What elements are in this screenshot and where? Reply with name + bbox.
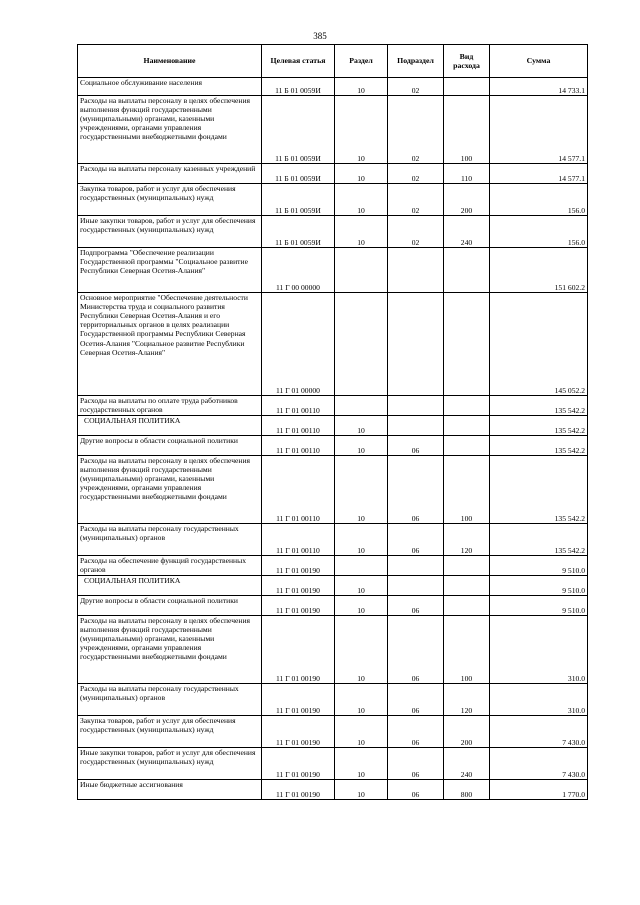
table-row xyxy=(78,293,588,396)
cell-amount: 135 542.2 xyxy=(490,396,588,416)
cell-subsection: 06 xyxy=(388,716,444,748)
table-row xyxy=(78,78,588,96)
cell-target: 11 Г 01 00190 xyxy=(262,716,335,748)
cell-expense-type: 120 xyxy=(444,684,490,716)
cell-section: 10 xyxy=(335,780,388,800)
header-section: Раздел xyxy=(335,45,388,78)
cell-section: 10 xyxy=(335,416,388,436)
header-subsection: Подраздел xyxy=(388,45,444,78)
cell-section: 10 xyxy=(335,436,388,456)
cell-section: 10 xyxy=(335,164,388,184)
cell-expense-type xyxy=(444,556,490,576)
cell-name: Иные закупки товаров, работ и услуг для обеспечения государственных (муниципальных) нужд xyxy=(78,748,262,780)
cell-section: 10 xyxy=(335,456,388,524)
cell-expense-type: 100 xyxy=(444,456,490,524)
cell-section: 10 xyxy=(335,716,388,748)
cell-name: СОЦИАЛЬНАЯ ПОЛИТИКА xyxy=(78,416,262,436)
cell-amount: 156.0 xyxy=(490,184,588,216)
cell-amount: 7 430.0 xyxy=(490,748,588,780)
table-row xyxy=(78,96,588,164)
table-header-row xyxy=(78,45,588,78)
table-row xyxy=(78,436,588,456)
cell-name: Подпрограмма "Обеспечение реализации Государственной программы "Социальное развитие Республики Северная Осетия-Алания" xyxy=(78,248,262,293)
cell-target: 11 Г 01 00190 xyxy=(262,556,335,576)
cell-amount: 7 430.0 xyxy=(490,716,588,748)
cell-subsection: 02 xyxy=(388,164,444,184)
cell-amount: 156.0 xyxy=(490,216,588,248)
cell-subsection xyxy=(388,576,444,596)
cell-expense-type xyxy=(444,78,490,96)
cell-amount: 14 577.1 xyxy=(490,164,588,184)
header-name: Наименование xyxy=(78,45,262,78)
cell-subsection xyxy=(388,293,444,396)
cell-expense-type xyxy=(444,396,490,416)
cell-target: 11 Г 01 00110 xyxy=(262,416,335,436)
table-row xyxy=(78,416,588,436)
cell-amount: 14 577.1 xyxy=(490,96,588,164)
cell-amount: 9 510.0 xyxy=(490,576,588,596)
cell-section: 10 xyxy=(335,576,388,596)
cell-amount: 135 542.2 xyxy=(490,416,588,436)
cell-section: 10 xyxy=(335,616,388,684)
cell-name: Закупка товаров, работ и услуг для обеспечения государственных (муниципальных) нужд xyxy=(78,184,262,216)
table-row xyxy=(78,748,588,780)
cell-name: Другие вопросы в области социальной политики xyxy=(78,436,262,456)
cell-subsection: 06 xyxy=(388,456,444,524)
cell-subsection: 06 xyxy=(388,436,444,456)
cell-section: 10 xyxy=(335,684,388,716)
cell-target: 11 Б 01 0059И xyxy=(262,78,335,96)
table-row xyxy=(78,164,588,184)
table-row xyxy=(78,596,588,616)
cell-subsection: 02 xyxy=(388,184,444,216)
cell-subsection: 02 xyxy=(388,96,444,164)
cell-expense-type: 100 xyxy=(444,96,490,164)
cell-subsection: 02 xyxy=(388,78,444,96)
cell-expense-type: 120 xyxy=(444,524,490,556)
cell-section: 10 xyxy=(335,524,388,556)
cell-expense-type xyxy=(444,576,490,596)
cell-target: 11 Б 01 0059И xyxy=(262,184,335,216)
cell-subsection xyxy=(388,556,444,576)
table-row xyxy=(78,780,588,800)
cell-name: Расходы на выплаты персоналу в целях обеспечения выполнения функций государственными (муниципальными) органами, казенными учреждениями, органами управления государственными внебюджетными фондами xyxy=(78,616,262,684)
table-row xyxy=(78,716,588,748)
table-row xyxy=(78,524,588,556)
cell-name: Социальное обслуживание населения xyxy=(78,78,262,96)
cell-target: 11 Г 01 00190 xyxy=(262,576,335,596)
cell-subsection xyxy=(388,396,444,416)
cell-section xyxy=(335,293,388,396)
cell-name: Закупка товаров, работ и услуг для обеспечения государственных (муниципальных) нужд xyxy=(78,716,262,748)
cell-amount: 135 542.2 xyxy=(490,456,588,524)
table-row xyxy=(78,216,588,248)
cell-expense-type xyxy=(444,293,490,396)
table-row xyxy=(78,248,588,293)
cell-subsection xyxy=(388,248,444,293)
cell-target: 11 Г 01 00110 xyxy=(262,456,335,524)
table-row xyxy=(78,456,588,524)
table-row xyxy=(78,396,588,416)
cell-section: 10 xyxy=(335,96,388,164)
cell-section: 10 xyxy=(335,78,388,96)
cell-target: 11 Г 01 00110 xyxy=(262,524,335,556)
cell-target: 11 Б 01 0059И xyxy=(262,216,335,248)
cell-subsection: 02 xyxy=(388,216,444,248)
header-expense-type: Вид расхода xyxy=(444,45,490,78)
cell-expense-type: 240 xyxy=(444,748,490,780)
cell-target: 11 Б 01 0059И xyxy=(262,164,335,184)
cell-section: 10 xyxy=(335,596,388,616)
cell-expense-type: 200 xyxy=(444,184,490,216)
cell-name: Иные закупки товаров, работ и услуг для обеспечения государственных (муниципальных) нужд xyxy=(78,216,262,248)
cell-name: Расходы на выплаты персоналу в целях обеспечения выполнения функций государственными (муниципальными) органами, казенными учреждениями, органами управления государственными внебюджетными фондами xyxy=(78,96,262,164)
cell-expense-type: 110 xyxy=(444,164,490,184)
cell-section xyxy=(335,248,388,293)
cell-target: 11 Г 01 00190 xyxy=(262,596,335,616)
cell-target: 11 Г 01 00110 xyxy=(262,396,335,416)
cell-name: СОЦИАЛЬНАЯ ПОЛИТИКА xyxy=(78,576,262,596)
cell-target: 11 Г 00 00000 xyxy=(262,248,335,293)
cell-subsection: 06 xyxy=(388,524,444,556)
cell-subsection: 06 xyxy=(388,616,444,684)
table-row xyxy=(78,684,588,716)
cell-section: 10 xyxy=(335,184,388,216)
cell-name: Расходы на выплаты персоналу казенных учреждений xyxy=(78,164,262,184)
cell-target: 11 Г 01 00190 xyxy=(262,748,335,780)
cell-amount: 145 052.2 xyxy=(490,293,588,396)
cell-subsection: 06 xyxy=(388,596,444,616)
table-row xyxy=(78,184,588,216)
budget-table xyxy=(77,44,588,800)
cell-subsection: 06 xyxy=(388,780,444,800)
cell-expense-type xyxy=(444,596,490,616)
cell-subsection xyxy=(388,416,444,436)
cell-section: 10 xyxy=(335,216,388,248)
cell-expense-type xyxy=(444,416,490,436)
cell-name: Расходы на выплаты персоналу в целях обеспечения выполнения функций государственными (муниципальными) органами, казенными учреждениями, органами управления государственными внебюджетными фондами xyxy=(78,456,262,524)
cell-name: Основное мероприятие "Обеспечение деятельности Министерства труда и социального развития Республики Северная Осетия-Алания и его территориальных органов в целях реализации Государственной программы Республики Северная Осетия-Алания "Социальное развитие Республики Северная Осетия-Алания" xyxy=(78,293,262,396)
cell-name: Другие вопросы в области социальной политики xyxy=(78,596,262,616)
cell-amount: 310.0 xyxy=(490,684,588,716)
cell-target: 11 Г 01 00190 xyxy=(262,616,335,684)
cell-section: 10 xyxy=(335,748,388,780)
cell-expense-type: 240 xyxy=(444,216,490,248)
table-row xyxy=(78,616,588,684)
cell-target: 11 Г 01 00190 xyxy=(262,684,335,716)
cell-section xyxy=(335,396,388,416)
cell-name: Расходы на выплаты персоналу государственных (муниципальных) органов xyxy=(78,684,262,716)
cell-subsection: 06 xyxy=(388,748,444,780)
cell-expense-type xyxy=(444,436,490,456)
cell-target: 11 Г 01 00110 xyxy=(262,436,335,456)
cell-expense-type xyxy=(444,248,490,293)
table-row xyxy=(78,556,588,576)
cell-amount: 1 770.0 xyxy=(490,780,588,800)
cell-name: Иные бюджетные ассигнования xyxy=(78,780,262,800)
cell-target: 11 Г 01 00190 xyxy=(262,780,335,800)
header-target: Целевая статья xyxy=(262,45,335,78)
page-number: 385 xyxy=(313,31,327,41)
cell-section xyxy=(335,556,388,576)
cell-amount: 135 542.2 xyxy=(490,524,588,556)
cell-expense-type: 800 xyxy=(444,780,490,800)
header-amount: Сумма xyxy=(490,45,588,78)
table-row xyxy=(78,576,588,596)
cell-amount: 9 510.0 xyxy=(490,556,588,576)
cell-expense-type: 100 xyxy=(444,616,490,684)
cell-amount: 310.0 xyxy=(490,616,588,684)
cell-amount: 14 733.1 xyxy=(490,78,588,96)
table-body xyxy=(78,78,588,800)
cell-target: 11 Г 01 00000 xyxy=(262,293,335,396)
cell-expense-type: 200 xyxy=(444,716,490,748)
cell-name: Расходы на выплаты персоналу государственных (муниципальных) органов xyxy=(78,524,262,556)
cell-subsection: 06 xyxy=(388,684,444,716)
cell-name: Расходы на выплаты по оплате труда работников государственных органов xyxy=(78,396,262,416)
cell-target: 11 Б 01 0059И xyxy=(262,96,335,164)
cell-amount: 135 542.2 xyxy=(490,436,588,456)
cell-amount: 151 602.2 xyxy=(490,248,588,293)
cell-name: Расходы на обеспечение функций государственных органов xyxy=(78,556,262,576)
cell-amount: 9 510.0 xyxy=(490,596,588,616)
